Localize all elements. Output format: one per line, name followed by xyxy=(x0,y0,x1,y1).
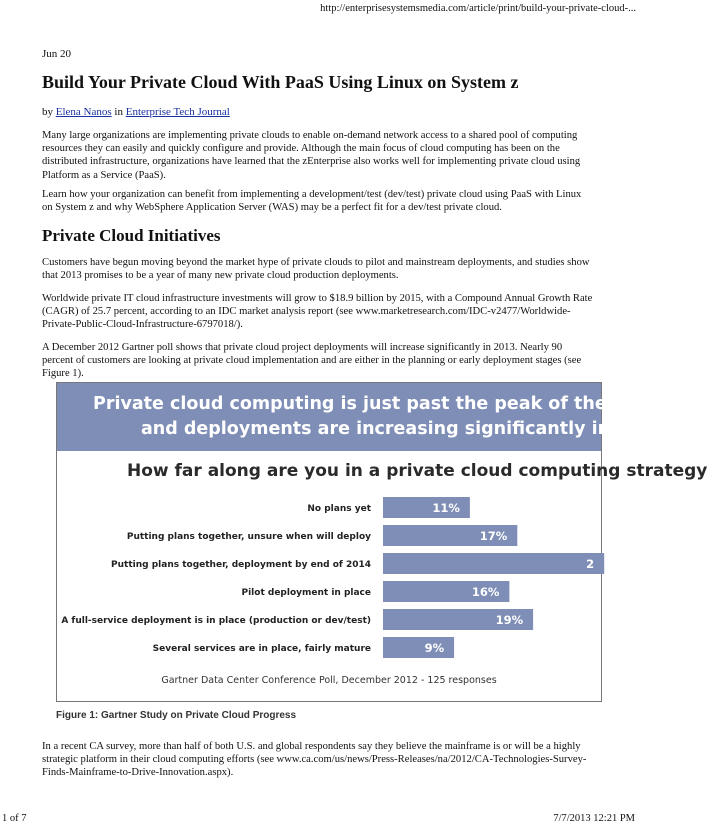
banner-line-2: and deployments are increasing significantly in 2013 xyxy=(141,419,665,439)
ca-survey-paragraph: In a recent CA survey, more than half of both U.S. and global respondents say they believe the mainframe is or will be a highly strategic platform in their cloud computing efforts (see www.ca.com/us/news/Press-Releases/na/2012/CA-Technologies-Survey-Finds-Mainframe-to-Drive-Innovation.aspx). xyxy=(42,741,587,779)
bar-chart xyxy=(57,383,601,701)
chart-source: Gartner Data Center Conference Poll, December 2012 - 125 responses xyxy=(161,675,497,686)
byline xyxy=(42,106,230,118)
page-number: 1 of 7 xyxy=(2,813,27,824)
page-url: http://enterprisesystemsmedia.com/article/print/build-your-private-cloud-... xyxy=(320,3,636,14)
bar-value-label-4: 19% xyxy=(495,613,524,627)
bar-category-label-4: A full-service deployment is in place (production or dev/test) xyxy=(61,616,371,626)
banner-line-1: Private cloud computing is just past the peak of the hype c xyxy=(93,394,678,414)
publication-link[interactable]: Enterprise Tech Journal xyxy=(125,106,230,118)
bar-value-label-0: 11% xyxy=(432,501,460,515)
bar-category-label-0: No plans yet xyxy=(307,504,371,514)
article-date: Jun 20 xyxy=(42,48,72,60)
investment-paragraph: Worldwide private IT cloud infrastructure investments will grow to $18.9 billion by 2015, with a Compound Annual Growth Rate (CAGR) of 25.7 percent, according to an IDC market analysis report (see www.marketresearch.com/IDC-v2477/Worldwide-Private-Public-Cloud-Infrastructure-6797018/). xyxy=(42,293,593,331)
market-paragraph: Customers have begun moving beyond the market hype of private clouds to pilot and mainstream deployments, and studies show that 2013 promises to be a year of many new private cloud production deployments. xyxy=(42,257,590,282)
bar-value-label-3: 16% xyxy=(471,585,500,599)
byline-in: in xyxy=(114,106,123,118)
bar-category-label-3: Pilot deployment in place xyxy=(241,588,371,598)
byline-by: by xyxy=(42,106,53,118)
author-link[interactable]: Elena Nanos xyxy=(55,106,112,118)
figure-1 xyxy=(56,382,707,702)
gartner-paragraph: A December 2012 Gartner poll shows that private cloud project deployments will increase significantly in 2013. Nearly 90 percent of customers are looking at private cloud implementation and are either in the planning or early deployment stages (see Figure 1). xyxy=(42,342,582,380)
article-title: Build Your Private Cloud With PaaS Using Linux on System z xyxy=(42,72,519,92)
chart-title: How far along are you in a private cloud computing strategy xyxy=(127,461,707,481)
bar-category-label-5: Several services are in place, fairly mature xyxy=(152,644,371,654)
bar-2 xyxy=(383,553,604,574)
bar-value-label-5: 9% xyxy=(424,641,445,655)
print-timestamp: 7/7/2013 12:21 PM xyxy=(553,813,635,824)
figure-caption: Figure 1: Gartner Study on Private Cloud Progress xyxy=(56,710,297,721)
bar-category-label-2: Putting plans together, deployment by end of 2014 xyxy=(111,560,371,570)
section-heading: Private Cloud Initiatives xyxy=(42,226,221,245)
bar-value-label-1: 17% xyxy=(479,529,508,543)
intro-paragraph: Many large organizations are implementing private clouds to enable on-demand network access to a shared pool of computing resources they can easily and quickly configure and provide. Although the main focus of cloud computing has been on the distributed infrastructure, organizations have learned that the zEnterprise also works well for implementing private cloud using Platform as a Service (PaaS). xyxy=(42,130,581,181)
bar-category-label-1: Putting plans together, unsure when will deploy xyxy=(126,532,371,542)
bar-value-label-2: 2 xyxy=(586,557,595,571)
summary-paragraph: Learn how your organization can benefit from implementing a development/test (dev/test) private cloud using PaaS with Linux on System z and why WebSphere Application Server (WAS) may be a perfect fit for a dev/test private cloud. xyxy=(42,189,582,214)
